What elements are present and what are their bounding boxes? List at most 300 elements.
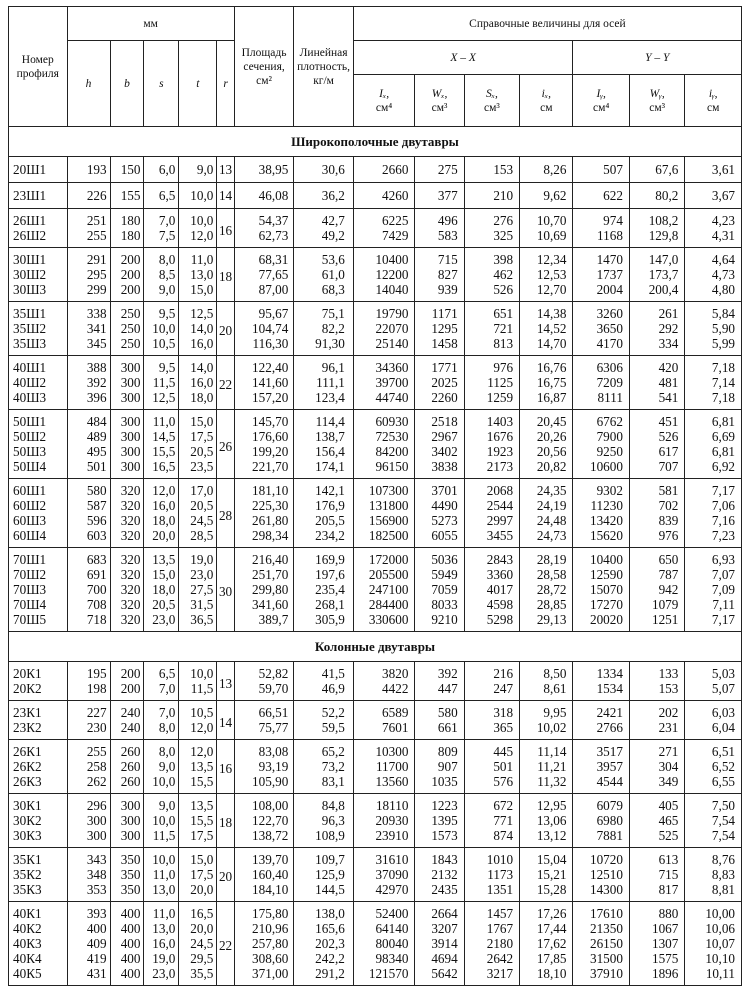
value-cell: 84,8 (294, 794, 354, 814)
value-cell: 300 (67, 813, 110, 828)
value-cell: 131800 (353, 498, 415, 513)
value-cell: 96150 (353, 459, 415, 479)
value-cell: 2132 (415, 867, 464, 882)
value-cell: 300 (110, 794, 144, 814)
value-cell: 17,44 (520, 921, 573, 936)
value-cell: 4490 (415, 498, 464, 513)
value-cell: 350 (110, 867, 144, 882)
header-b: b (110, 41, 144, 127)
value-cell: 613 (629, 848, 684, 868)
value-cell: 8,0 (144, 248, 179, 268)
value-cell: 12510 (573, 867, 629, 882)
value-cell: 20,45 (520, 410, 573, 430)
profile-table-page (8, 6, 742, 986)
value-cell: 6079 (573, 794, 629, 814)
value-cell: 7,54 (685, 813, 742, 828)
value-cell: 3914 (415, 936, 464, 951)
value-cell: 195 (67, 662, 110, 682)
profile-name-cell: 60Ш2 (9, 498, 68, 513)
header-h: h (67, 41, 110, 127)
value-cell: 10,0 (144, 321, 179, 336)
value-cell: 603 (67, 528, 110, 548)
value-cell: 145,70 (234, 410, 294, 430)
value-cell: 353 (67, 882, 110, 902)
value-cell: 320 (110, 548, 144, 568)
value-cell: 24,73 (520, 528, 573, 548)
profile-name-cell: 35Ш2 (9, 321, 68, 336)
value-cell: 10,0 (144, 848, 179, 868)
value-cell: 6,51 (685, 740, 742, 760)
value-cell: 2260 (415, 390, 464, 410)
value-cell: 12,70 (520, 282, 573, 302)
header-axis-y: Y – Y (573, 41, 742, 75)
value-cell: 42,7 (294, 209, 354, 229)
value-cell: 16,0 (179, 375, 217, 390)
value-cell: 27,5 (179, 582, 217, 597)
value-cell: 6225 (353, 209, 415, 229)
table-row (9, 375, 742, 390)
value-cell: 4598 (464, 597, 519, 612)
value-cell: 21350 (573, 921, 629, 936)
value-cell: 13,0 (144, 921, 179, 936)
fillet-radius-cell: 22 (217, 356, 234, 410)
value-cell: 20,5 (179, 498, 217, 513)
value-cell: 6,52 (685, 759, 742, 774)
value-cell: 320 (110, 612, 144, 632)
fillet-radius-cell: 16 (217, 740, 234, 794)
value-cell: 10,5 (179, 701, 217, 721)
table-row (9, 612, 742, 632)
value-cell: 718 (67, 612, 110, 632)
value-cell: 75,77 (234, 720, 294, 740)
value-cell: 14,0 (179, 321, 217, 336)
value-cell: 1223 (415, 794, 464, 814)
value-cell: 6,93 (685, 548, 742, 568)
fillet-radius-cell: 28 (217, 479, 234, 548)
table-body (9, 127, 742, 986)
profile-name-cell: 50Ш4 (9, 459, 68, 479)
value-cell: 181,10 (234, 479, 294, 499)
value-cell: 84200 (353, 444, 415, 459)
value-cell: 59,70 (234, 681, 294, 701)
value-cell: 4694 (415, 951, 464, 966)
value-cell: 7,07 (685, 567, 742, 582)
value-cell: 2435 (415, 882, 464, 902)
value-cell: 400 (110, 951, 144, 966)
value-cell: 1923 (464, 444, 519, 459)
value-cell: 771 (464, 813, 519, 828)
value-cell: 1307 (629, 936, 684, 951)
fillet-radius-cell: 20 (217, 302, 234, 356)
value-cell: 73,2 (294, 759, 354, 774)
value-cell: 2664 (415, 902, 464, 922)
value-cell: 7,0 (144, 701, 179, 721)
value-cell: 156900 (353, 513, 415, 528)
fillet-radius-cell: 13 (217, 157, 234, 183)
table-row (9, 321, 742, 336)
value-cell: 1403 (464, 410, 519, 430)
value-cell: 199,20 (234, 444, 294, 459)
value-cell: 1843 (415, 848, 464, 868)
value-cell: 24,19 (520, 498, 573, 513)
profile-name-cell: 35Ш1 (9, 302, 68, 322)
table-row (9, 429, 742, 444)
value-cell: 15070 (573, 582, 629, 597)
value-cell: 7,5 (144, 228, 179, 248)
value-cell: 7881 (573, 828, 629, 848)
value-cell: 202 (629, 701, 684, 721)
value-cell: 365 (464, 720, 519, 740)
value-cell: 10400 (353, 248, 415, 268)
fillet-radius-cell: 13 (217, 662, 234, 701)
value-cell: 150 (110, 157, 144, 183)
value-cell: 182500 (353, 528, 415, 548)
value-cell: 11,21 (520, 759, 573, 774)
value-cell: 295 (67, 267, 110, 282)
value-cell: 225,30 (234, 498, 294, 513)
value-cell: 305,9 (294, 612, 354, 632)
value-cell: 526 (629, 429, 684, 444)
value-cell: 193 (67, 157, 110, 183)
table-row (9, 479, 742, 499)
value-cell: 10,10 (685, 951, 742, 966)
value-cell: 20,26 (520, 429, 573, 444)
table-row (9, 759, 742, 774)
value-cell: 251 (67, 209, 110, 229)
fillet-radius-cell: 14 (217, 183, 234, 209)
value-cell: 345 (67, 336, 110, 356)
value-cell: 622 (573, 183, 629, 209)
table-row (9, 282, 742, 302)
value-cell: 10400 (573, 548, 629, 568)
value-cell: 334 (629, 336, 684, 356)
value-cell: 9,5 (144, 356, 179, 376)
value-cell: 1458 (415, 336, 464, 356)
value-cell: 576 (464, 774, 519, 794)
value-cell: 23,0 (144, 612, 179, 632)
value-cell: 10,02 (520, 720, 573, 740)
profile-name-cell: 23Ш1 (9, 183, 68, 209)
value-cell: 29,13 (520, 612, 573, 632)
value-cell: 939 (415, 282, 464, 302)
value-cell: 1351 (464, 882, 519, 902)
value-cell: 13,5 (144, 548, 179, 568)
value-cell: 1767 (464, 921, 519, 936)
value-cell: 1067 (629, 921, 684, 936)
value-cell: 580 (67, 479, 110, 499)
value-cell: 400 (67, 921, 110, 936)
value-cell: 6,81 (685, 410, 742, 430)
profile-name-cell: 40К2 (9, 921, 68, 936)
value-cell: 8,0 (144, 720, 179, 740)
value-cell: 28,19 (520, 548, 573, 568)
value-cell: 300 (110, 429, 144, 444)
value-cell: 7900 (573, 429, 629, 444)
table-row (9, 867, 742, 882)
value-cell: 587 (67, 498, 110, 513)
value-cell: 525 (629, 828, 684, 848)
table-row (9, 228, 742, 248)
value-cell: 2967 (415, 429, 464, 444)
fillet-radius-cell: 22 (217, 902, 234, 986)
value-cell: 12,0 (179, 720, 217, 740)
value-cell: 247 (464, 681, 519, 701)
value-cell: 261,80 (234, 513, 294, 528)
value-cell: 4170 (573, 336, 629, 356)
value-cell: 26150 (573, 936, 629, 951)
table-row (9, 459, 742, 479)
value-cell: 708 (67, 597, 110, 612)
table-row (9, 302, 742, 322)
value-cell: 95,67 (234, 302, 294, 322)
value-cell: 35,5 (179, 966, 217, 986)
value-cell: 10,0 (144, 813, 179, 828)
value-cell: 11,0 (144, 410, 179, 430)
i-beam-table (8, 6, 742, 986)
value-cell: 52,2 (294, 701, 354, 721)
value-cell: 275 (415, 157, 464, 183)
value-cell: 707 (629, 459, 684, 479)
value-cell: 1171 (415, 302, 464, 322)
value-cell: 142,1 (294, 479, 354, 499)
value-cell: 227 (67, 701, 110, 721)
value-cell: 341 (67, 321, 110, 336)
value-cell: 350 (110, 882, 144, 902)
value-cell: 23,0 (179, 567, 217, 582)
profile-name-cell: 35К2 (9, 867, 68, 882)
table-row (9, 513, 742, 528)
value-cell: 5,03 (685, 662, 742, 682)
value-cell: 216 (464, 662, 519, 682)
value-cell: 176,9 (294, 498, 354, 513)
profile-name-cell: 60Ш4 (9, 528, 68, 548)
section-heading: Широкополочные двутавры (9, 127, 742, 157)
value-cell: 298,34 (234, 528, 294, 548)
value-cell: 24,5 (179, 513, 217, 528)
value-cell: 141,60 (234, 375, 294, 390)
value-cell: 320 (110, 479, 144, 499)
value-cell: 7,23 (685, 528, 742, 548)
profile-name-cell: 70Ш3 (9, 582, 68, 597)
value-cell: 2180 (464, 936, 519, 951)
value-cell: 6,92 (685, 459, 742, 479)
value-cell: 10,07 (685, 936, 742, 951)
table-row (9, 951, 742, 966)
value-cell: 23,5 (179, 459, 217, 479)
fillet-radius-cell: 18 (217, 248, 234, 302)
value-cell: 3207 (415, 921, 464, 936)
value-cell: 300 (110, 390, 144, 410)
value-cell: 108,9 (294, 828, 354, 848)
header-Ix: Iₓ, см⁴ (353, 75, 415, 127)
value-cell: 276 (464, 209, 519, 229)
profile-name-cell: 26К1 (9, 740, 68, 760)
value-cell: 11,5 (144, 375, 179, 390)
value-cell: 6,55 (685, 774, 742, 794)
value-cell: 5,99 (685, 336, 742, 356)
value-cell: 133 (629, 662, 684, 682)
value-cell: 98340 (353, 951, 415, 966)
table-row (9, 336, 742, 356)
value-cell: 1534 (573, 681, 629, 701)
value-cell: 7,0 (144, 209, 179, 229)
table-header (9, 7, 742, 127)
value-cell: 9,0 (144, 794, 179, 814)
value-cell: 5,07 (685, 681, 742, 701)
value-cell: 200 (110, 662, 144, 682)
value-cell: 12200 (353, 267, 415, 282)
value-cell: 10,00 (685, 902, 742, 922)
value-cell: 296 (67, 794, 110, 814)
table-row (9, 720, 742, 740)
value-cell: 155 (110, 183, 144, 209)
value-cell: 721 (464, 321, 519, 336)
value-cell: 496 (415, 209, 464, 229)
value-cell: 176,60 (234, 429, 294, 444)
profile-name-cell: 40К1 (9, 902, 68, 922)
value-cell: 8,76 (685, 848, 742, 868)
value-cell: 242,2 (294, 951, 354, 966)
value-cell: 3217 (464, 966, 519, 986)
value-cell: 507 (573, 157, 629, 183)
header-density: Линейная плотность, кг/м (294, 7, 354, 127)
value-cell: 66,51 (234, 701, 294, 721)
value-cell: 11230 (573, 498, 629, 513)
profile-name-cell: 40Ш1 (9, 356, 68, 376)
value-cell: 304 (629, 759, 684, 774)
value-cell: 82,2 (294, 321, 354, 336)
value-cell: 200 (110, 681, 144, 701)
profile-name-cell: 70Ш4 (9, 597, 68, 612)
value-cell: 13420 (573, 513, 629, 528)
value-cell: 691 (67, 567, 110, 582)
value-cell: 172000 (353, 548, 415, 568)
header-r: r (217, 41, 234, 127)
value-cell: 398 (464, 248, 519, 268)
profile-name-cell: 23К1 (9, 701, 68, 721)
value-cell: 12,5 (179, 302, 217, 322)
value-cell: 31500 (573, 951, 629, 966)
value-cell: 320 (110, 567, 144, 582)
value-cell: 7,54 (685, 828, 742, 848)
value-cell: 650 (629, 548, 684, 568)
value-cell: 255 (67, 228, 110, 248)
profile-name-cell: 40К3 (9, 936, 68, 951)
value-cell: 377 (415, 183, 464, 209)
table-row (9, 828, 742, 848)
value-cell: 11,14 (520, 740, 573, 760)
value-cell: 17,62 (520, 936, 573, 951)
value-cell: 16,87 (520, 390, 573, 410)
value-cell: 83,1 (294, 774, 354, 794)
profile-name-cell: 26Ш1 (9, 209, 68, 229)
value-cell: 392 (415, 662, 464, 682)
value-cell: 107300 (353, 479, 415, 499)
table-row (9, 209, 742, 229)
profile-name-cell: 35К3 (9, 882, 68, 902)
value-cell: 392 (67, 375, 110, 390)
value-cell: 4,64 (685, 248, 742, 268)
value-cell: 28,5 (179, 528, 217, 548)
value-cell: 10720 (573, 848, 629, 868)
value-cell: 17,85 (520, 951, 573, 966)
value-cell: 77,65 (234, 267, 294, 282)
value-cell: 300 (110, 813, 144, 828)
value-cell: 320 (110, 528, 144, 548)
value-cell: 15,0 (179, 848, 217, 868)
profile-name-cell: 70Ш5 (9, 612, 68, 632)
profile-name-cell: 23К2 (9, 720, 68, 740)
value-cell: 400 (110, 966, 144, 986)
section-title (9, 127, 742, 157)
value-cell: 17,5 (179, 867, 217, 882)
value-cell: 24,35 (520, 479, 573, 499)
value-cell: 8,83 (685, 867, 742, 882)
value-cell: 6,81 (685, 444, 742, 459)
value-cell: 400 (110, 902, 144, 922)
value-cell: 8,61 (520, 681, 573, 701)
value-cell: 11,5 (179, 681, 217, 701)
value-cell: 292 (629, 321, 684, 336)
value-cell: 2518 (415, 410, 464, 430)
value-cell: 64140 (353, 921, 415, 936)
value-cell: 7059 (415, 582, 464, 597)
value-cell: 15,28 (520, 882, 573, 902)
header-ix: iₓ, см (520, 75, 573, 127)
value-cell: 260 (110, 774, 144, 794)
value-cell: 31,5 (179, 597, 217, 612)
value-cell: 125,9 (294, 867, 354, 882)
value-cell: 14040 (353, 282, 415, 302)
value-cell: 715 (415, 248, 464, 268)
value-cell: 3360 (464, 567, 519, 582)
value-cell: 200 (110, 248, 144, 268)
value-cell: 52400 (353, 902, 415, 922)
value-cell: 1251 (629, 612, 684, 632)
value-cell: 445 (464, 740, 519, 760)
profile-name-cell: 20Ш1 (9, 157, 68, 183)
value-cell: 14300 (573, 882, 629, 902)
value-cell: 7,17 (685, 612, 742, 632)
value-cell: 907 (415, 759, 464, 774)
value-cell: 974 (573, 209, 629, 229)
value-cell: 180 (110, 228, 144, 248)
value-cell: 9302 (573, 479, 629, 499)
value-cell: 11,32 (520, 774, 573, 794)
value-cell: 683 (67, 548, 110, 568)
value-cell: 240 (110, 701, 144, 721)
value-cell: 23,0 (144, 966, 179, 986)
value-cell: 431 (67, 966, 110, 986)
value-cell: 813 (464, 336, 519, 356)
table-row (9, 567, 742, 582)
value-cell: 10,70 (520, 209, 573, 229)
value-cell: 108,2 (629, 209, 684, 229)
value-cell: 12590 (573, 567, 629, 582)
value-cell: 10,11 (685, 966, 742, 986)
header-t: t (179, 41, 217, 127)
value-cell: 4,73 (685, 267, 742, 282)
value-cell: 9250 (573, 444, 629, 459)
profile-name-cell: 26Ш2 (9, 228, 68, 248)
value-cell: 28,58 (520, 567, 573, 582)
value-cell: 13,12 (520, 828, 573, 848)
value-cell: 210,96 (234, 921, 294, 936)
value-cell: 388 (67, 356, 110, 376)
value-cell: 262 (67, 774, 110, 794)
value-cell: 2544 (464, 498, 519, 513)
value-cell: 330600 (353, 612, 415, 632)
